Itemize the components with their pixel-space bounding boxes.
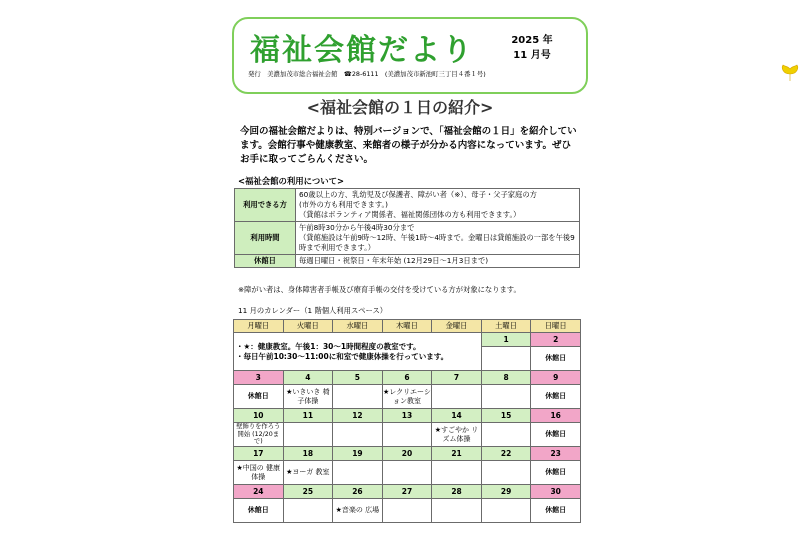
date-cell: 20 [382, 447, 432, 461]
day-header: 水曜日 [333, 320, 383, 333]
event-cell: ★ヨーガ 教室 [283, 461, 333, 485]
date-cell: 15 [481, 409, 531, 423]
event-cell: 休館日 [531, 423, 581, 447]
usage-row [235, 189, 580, 222]
date-cell: 13 [382, 409, 432, 423]
calendar-table [233, 319, 581, 523]
date-cell: 1 [481, 333, 531, 347]
event-cell [382, 461, 432, 485]
issue-date [506, 33, 558, 63]
date-cell: 8 [481, 371, 531, 385]
date-cell: 4 [283, 371, 333, 385]
event-cell: ★レクリエーション教室 [382, 385, 432, 409]
usage-table [234, 188, 580, 268]
day-header: 土曜日 [481, 320, 531, 333]
event-cell [432, 461, 482, 485]
event-cell: 壁飾りを作ろう 開始 (12/20まで) [234, 423, 284, 447]
date-row [234, 485, 581, 499]
date-cell: 10 [234, 409, 284, 423]
event-cell: 休館日 [531, 499, 581, 523]
date-cell: 21 [432, 447, 482, 461]
usage-line: （貸館はボランティア関係者、福祉関係団体の方も利用できます。） [299, 210, 521, 219]
event-cell [283, 423, 333, 447]
event-cell: 休館日 [234, 499, 284, 523]
note-line: ・★：健康教室。午後1：30～1時間程度の教室です。 [236, 341, 421, 351]
event-cell [432, 499, 482, 523]
usage-label: 利用時間 [235, 222, 296, 255]
date-cell: 18 [283, 447, 333, 461]
day-header: 金曜日 [432, 320, 482, 333]
date-cell: 2 [531, 333, 581, 347]
event-cell: 休館日 [531, 347, 581, 371]
usage-line: （貸館施設は午前9時～12時、午後1時～4時まで。金曜日は貸館施設の一部を午後9時まで利用できます。） [299, 233, 575, 252]
date-cell: 25 [283, 485, 333, 499]
event-row [234, 423, 581, 447]
issue-year: 2025 年 [511, 35, 553, 46]
usage-heading: <福祉会館の利用について> [238, 176, 344, 186]
event-cell [382, 423, 432, 447]
usage-value [296, 255, 580, 268]
newsletter-title: 福祉会館だより [250, 33, 474, 68]
usage-value [296, 189, 580, 222]
date-cell: 28 [432, 485, 482, 499]
date-cell: 5 [333, 371, 383, 385]
event-cell [481, 423, 531, 447]
event-cell [333, 423, 383, 447]
day-header: 木曜日 [382, 320, 432, 333]
ginkgo-leaf-icon [780, 63, 800, 83]
event-cell [481, 385, 531, 409]
date-cell: 16 [531, 409, 581, 423]
event-cell: 休館日 [531, 385, 581, 409]
event-cell: ★中国の 健康体操 [234, 461, 284, 485]
calendar-note [234, 333, 482, 371]
event-row [234, 499, 581, 523]
event-cell [333, 461, 383, 485]
date-cell: 19 [333, 447, 383, 461]
date-cell: 11 [283, 409, 333, 423]
date-row [234, 371, 581, 385]
event-cell [283, 499, 333, 523]
event-cell: ★すごやか リズム体操 [432, 423, 482, 447]
usage-value [296, 222, 580, 255]
usage-line: 毎週日曜日・祝祭日・年末年始 (12月29日～1月3日まで) [299, 256, 489, 265]
date-cell: 24 [234, 485, 284, 499]
day-header: 月曜日 [234, 320, 284, 333]
event-cell: 休館日 [234, 385, 284, 409]
day-header: 日曜日 [531, 320, 581, 333]
date-row [234, 447, 581, 461]
event-cell: ★いきいき 椅子体操 [283, 385, 333, 409]
calendar-heading: 11 月のカレンダー（1 階個人利用スペース） [238, 306, 388, 315]
day-of-week-row [234, 320, 581, 333]
publisher-info: 発行 美濃加茂市総合福祉会館 ☎28-6111 (美濃加茂市新池町三丁目４番１号) [248, 70, 486, 78]
usage-line: 60歳以上の方、乳幼児及び保護者、障がい者（※）、母子・父子家庭の方 [299, 190, 537, 199]
article-intro: 今回の福祉会館だよりは、特別バージョンで、「福祉会館の１日」を紹介しています。会館行事や健康教室、来館者の様子が分かる内容になっています。ぜひお手に取ってごらんください。 [240, 126, 577, 165]
newsletter-header [232, 17, 588, 94]
date-cell: 22 [481, 447, 531, 461]
date-cell: 26 [333, 485, 383, 499]
event-row [234, 461, 581, 485]
article-heading: <福祉会館の１日の紹介> [306, 98, 494, 117]
date-cell: 12 [333, 409, 383, 423]
date-row [234, 333, 581, 347]
event-cell [432, 385, 482, 409]
date-cell: 17 [234, 447, 284, 461]
date-cell: 14 [432, 409, 482, 423]
usage-row [235, 222, 580, 255]
date-row [234, 409, 581, 423]
usage-line: 午前8時30分から午後4時30分まで [299, 223, 415, 232]
usage-note: ※障がい者は、身体障害者手帳及び療育手帳の交付を受けている方が対象になります。 [238, 285, 521, 294]
event-cell: ★音楽の 広場 [333, 499, 383, 523]
issue-month: 11 月号 [513, 50, 551, 61]
date-cell: 27 [382, 485, 432, 499]
event-cell [481, 461, 531, 485]
event-cell: 休館日 [531, 461, 581, 485]
usage-label: 利用できる方 [235, 189, 296, 222]
usage-label: 休館日 [235, 255, 296, 268]
usage-line: (市外の方も利用できます。) [299, 200, 389, 209]
date-cell: 23 [531, 447, 581, 461]
day-header: 火曜日 [283, 320, 333, 333]
usage-row [235, 255, 580, 268]
event-cell [481, 499, 531, 523]
date-cell: 7 [432, 371, 482, 385]
date-cell: 29 [481, 485, 531, 499]
event-cell [382, 499, 432, 523]
date-cell: 3 [234, 371, 284, 385]
event-cell [481, 347, 531, 371]
date-cell: 9 [531, 371, 581, 385]
event-cell [333, 385, 383, 409]
event-row [234, 385, 581, 409]
date-cell: 6 [382, 371, 432, 385]
date-cell: 30 [531, 485, 581, 499]
note-line: ・毎日午前10:30～11:00に和室で健康体操を行っています。 [236, 351, 449, 361]
